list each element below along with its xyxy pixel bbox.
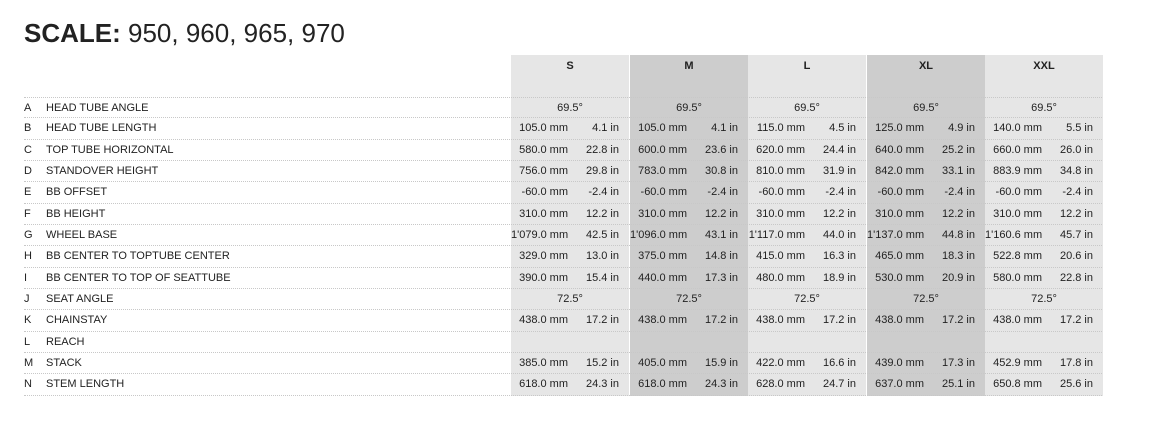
value-mm: 618.0 mm — [519, 378, 568, 391]
value-in: 34.8 in — [1059, 164, 1093, 177]
value-cell: 72.5° — [557, 292, 583, 305]
value-in: 4.5 in — [829, 122, 856, 135]
value-in: 25.6 in — [1059, 378, 1093, 391]
value-mm: -60.0 mm — [758, 186, 805, 199]
table-row — [24, 353, 1102, 374]
value-mm: 310.0 mm — [638, 207, 687, 220]
value-mm: 105.0 mm — [519, 122, 568, 135]
row-letter: C — [24, 143, 32, 156]
value-in: 23.6 in — [704, 143, 738, 156]
row-letter: H — [24, 250, 32, 263]
table-row — [24, 225, 1102, 246]
value-in: 20.6 in — [1059, 250, 1093, 263]
row-label: BB HEIGHT — [46, 207, 106, 220]
row-label: REACH — [46, 335, 85, 348]
table-row — [24, 140, 1102, 161]
value-in: 25.1 in — [941, 378, 975, 391]
row-letter: J — [24, 292, 30, 305]
value-mm: 310.0 mm — [519, 207, 568, 220]
value-cell: 69.5° — [1031, 102, 1057, 114]
value-cell: 69.5° — [557, 102, 583, 114]
value-in: 12.2 in — [1059, 207, 1093, 220]
row-label: TOP TUBE HORIZONTAL — [46, 143, 174, 156]
row-label: HEAD TUBE ANGLE — [46, 102, 149, 114]
value-mm: 522.8 mm — [993, 250, 1042, 263]
value-in: 24.4 in — [822, 143, 856, 156]
row-letter: K — [24, 314, 32, 327]
table-row — [24, 246, 1102, 267]
value-in: 17.3 in — [941, 356, 975, 369]
title-label: SCALE: — [24, 18, 121, 48]
value-in: -2.4 in — [944, 186, 975, 199]
value-in: 17.3 in — [704, 271, 738, 284]
size-header-xxl: XXL — [1033, 60, 1055, 72]
value-in: 15.2 in — [585, 356, 619, 369]
value-in: 12.2 in — [941, 207, 975, 220]
value-mm: 637.0 mm — [875, 378, 924, 391]
value-mm: 385.0 mm — [519, 356, 568, 369]
value-mm: 310.0 mm — [875, 207, 924, 220]
row-label: CHAINSTAY — [46, 314, 108, 327]
value-in: 43.1 in — [704, 228, 738, 241]
value-mm: 810.0 mm — [756, 164, 805, 177]
value-in: 17.2 in — [585, 314, 619, 327]
value-mm: 883.9 mm — [993, 164, 1042, 177]
row-letter: L — [24, 335, 31, 348]
value-mm: 628.0 mm — [756, 378, 805, 391]
size-header-l: L — [803, 60, 811, 72]
value-in: 4.1 in — [711, 122, 738, 135]
value-mm: 756.0 mm — [519, 164, 568, 177]
value-mm: 1'137.0 mm — [867, 228, 925, 241]
value-in: 5.5 in — [1066, 122, 1093, 135]
value-mm: 650.8 mm — [993, 378, 1042, 391]
size-header-m: M — [684, 60, 694, 72]
table-row — [24, 374, 1102, 395]
value-in: 26.0 in — [1059, 143, 1093, 156]
value-cell: 72.5° — [1031, 292, 1057, 305]
value-mm: 1'096.0 mm — [630, 228, 688, 241]
value-in: 12.2 in — [585, 207, 619, 220]
value-in: 14.8 in — [704, 250, 738, 263]
row-label: BB CENTER TO TOP OF SEATTUBE — [46, 271, 231, 284]
row-letter: A — [24, 102, 32, 114]
value-in: 15.4 in — [585, 271, 619, 284]
row-letter: I — [24, 271, 28, 284]
value-mm: 440.0 mm — [638, 271, 687, 284]
value-cell: 69.5° — [794, 102, 820, 114]
value-mm: 660.0 mm — [993, 143, 1042, 156]
value-mm: 620.0 mm — [756, 143, 805, 156]
value-mm: 1'117.0 mm — [748, 228, 805, 241]
value-in: 45.7 in — [1059, 228, 1093, 241]
value-mm: 439.0 mm — [875, 356, 924, 369]
value-cell: 72.5° — [676, 292, 702, 305]
value-mm: 530.0 mm — [875, 271, 924, 284]
value-in: 18.9 in — [822, 271, 856, 284]
value-in: 24.3 in — [704, 378, 738, 391]
value-mm: -60.0 mm — [521, 186, 568, 199]
table-row — [24, 204, 1102, 225]
value-in: 15.9 in — [704, 356, 738, 369]
value-in: 44.8 in — [941, 228, 975, 241]
value-mm: 480.0 mm — [756, 271, 805, 284]
value-cell: 69.5° — [913, 102, 939, 114]
table-row — [24, 97, 1102, 118]
value-in: 12.2 in — [822, 207, 856, 220]
value-in: -2.4 in — [588, 186, 619, 199]
page-title — [24, 16, 345, 50]
value-mm: 415.0 mm — [756, 250, 805, 263]
value-mm: 140.0 mm — [993, 122, 1042, 135]
value-in: 22.8 in — [1059, 271, 1093, 284]
table-row — [24, 289, 1102, 310]
value-mm: 438.0 mm — [993, 314, 1042, 327]
value-mm: 422.0 mm — [756, 356, 805, 369]
table-row — [24, 182, 1102, 203]
value-in: 42.5 in — [585, 228, 619, 241]
value-in: -2.4 in — [825, 186, 856, 199]
value-in: -2.4 in — [707, 186, 738, 199]
table-row — [24, 118, 1102, 139]
size-header-xl: XL — [918, 60, 934, 72]
value-in: 25.2 in — [941, 143, 975, 156]
value-mm: 329.0 mm — [519, 250, 568, 263]
value-in: 30.8 in — [704, 164, 738, 177]
value-in: 29.8 in — [585, 164, 619, 177]
value-in: 24.3 in — [585, 378, 619, 391]
row-letter: M — [24, 356, 34, 369]
value-mm: 452.9 mm — [993, 356, 1042, 369]
row-label: SEAT ANGLE — [46, 292, 114, 305]
value-mm: 310.0 mm — [993, 207, 1042, 220]
value-mm: 580.0 mm — [993, 271, 1042, 284]
row-label: STANDOVER HEIGHT — [46, 164, 159, 177]
size-header-s: S — [566, 60, 574, 72]
row-letter: B — [24, 122, 32, 135]
value-mm: 1'160.6 mm — [985, 228, 1043, 241]
value-mm: 618.0 mm — [638, 378, 687, 391]
value-in: 44.0 in — [822, 228, 856, 241]
value-in: 22.8 in — [585, 143, 619, 156]
value-cell: 72.5° — [913, 292, 939, 305]
value-mm: 640.0 mm — [875, 143, 924, 156]
value-in: 17.2 in — [1059, 314, 1093, 327]
value-in: -2.4 in — [1062, 186, 1093, 199]
value-in: 20.9 in — [941, 271, 975, 284]
value-in: 17.2 in — [704, 314, 738, 327]
value-in: 4.9 in — [948, 122, 975, 135]
table-row — [24, 310, 1102, 331]
value-mm: 405.0 mm — [638, 356, 687, 369]
value-cell: 72.5° — [794, 292, 820, 305]
value-mm: -60.0 mm — [877, 186, 924, 199]
value-mm: 390.0 mm — [519, 271, 568, 284]
table-row — [24, 161, 1102, 182]
value-cell: 69.5° — [676, 102, 702, 114]
row-letter: E — [24, 186, 32, 199]
value-mm: 580.0 mm — [519, 143, 568, 156]
value-mm: -60.0 mm — [640, 186, 687, 199]
value-mm: 438.0 mm — [756, 314, 805, 327]
value-mm: 310.0 mm — [756, 207, 805, 220]
row-label: BB OFFSET — [46, 186, 108, 199]
value-in: 17.8 in — [1059, 356, 1093, 369]
table-row — [24, 332, 1102, 353]
row-letter: G — [24, 228, 33, 241]
row-letter: N — [24, 378, 32, 391]
value-mm: 438.0 mm — [638, 314, 687, 327]
value-mm: 842.0 mm — [875, 164, 924, 177]
value-in: 33.1 in — [941, 164, 975, 177]
value-mm: 465.0 mm — [875, 250, 924, 263]
value-mm: 783.0 mm — [638, 164, 687, 177]
row-label: HEAD TUBE LENGTH — [46, 122, 157, 135]
value-mm: 600.0 mm — [638, 143, 687, 156]
value-mm: 105.0 mm — [638, 122, 687, 135]
value-mm: 125.0 mm — [875, 122, 924, 135]
value-in: 18.3 in — [941, 250, 975, 263]
value-in: 17.2 in — [822, 314, 856, 327]
value-in: 16.3 in — [822, 250, 856, 263]
value-in: 31.9 in — [822, 164, 856, 177]
value-in: 17.2 in — [941, 314, 975, 327]
value-mm: 438.0 mm — [875, 314, 924, 327]
value-mm: -60.0 mm — [995, 186, 1042, 199]
table-row — [24, 268, 1102, 289]
title-models: 950, 960, 965, 970 — [128, 18, 345, 48]
row-label: BB CENTER TO TOPTUBE CENTER — [46, 250, 230, 263]
value-mm: 438.0 mm — [519, 314, 568, 327]
value-in: 13.0 in — [585, 250, 619, 263]
value-mm: 375.0 mm — [638, 250, 687, 263]
value-in: 4.1 in — [592, 122, 619, 135]
value-in: 12.2 in — [704, 207, 738, 220]
row-letter: D — [24, 164, 32, 177]
value-in: 16.6 in — [822, 356, 856, 369]
row-label: WHEEL BASE — [46, 228, 118, 241]
row-letter: F — [24, 207, 31, 220]
value-mm: 1'079.0 mm — [511, 228, 569, 241]
row-label: STEM LENGTH — [46, 378, 125, 391]
row-label: STACK — [46, 356, 82, 369]
value-mm: 115.0 mm — [756, 122, 805, 135]
value-in: 24.7 in — [822, 378, 856, 391]
